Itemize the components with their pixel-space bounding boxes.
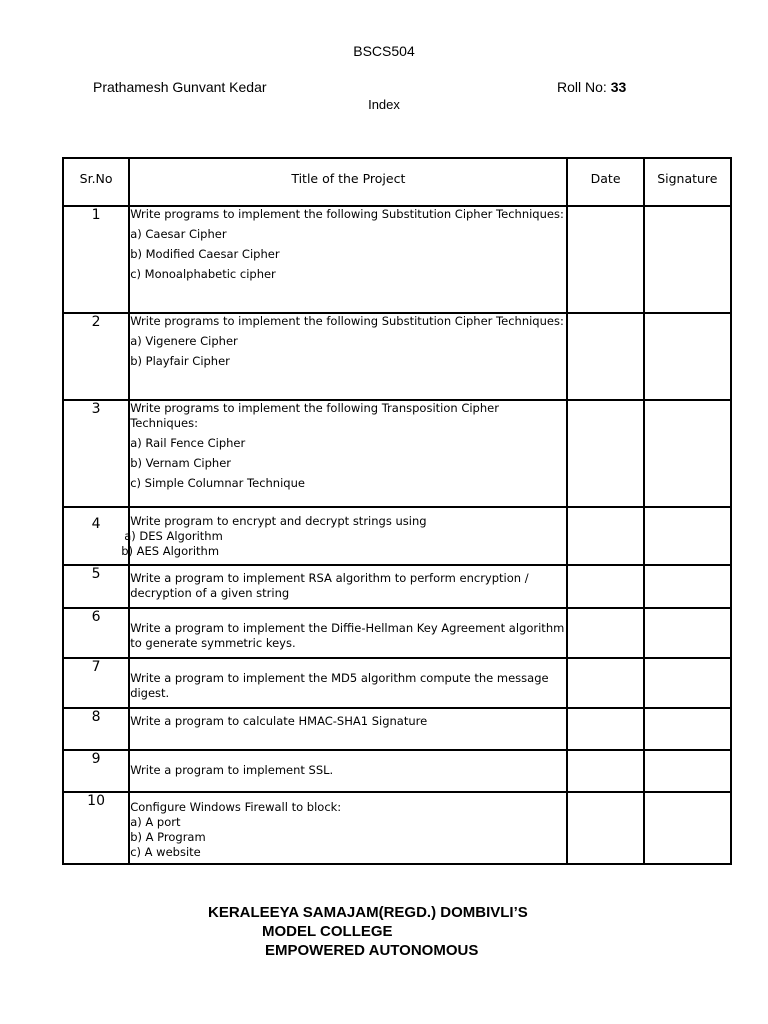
date-cell [567,658,643,708]
signature-cell [644,206,731,313]
project-item: a) Rail Fence Cipher [130,436,246,450]
project-item: b) Modified Caesar Cipher [130,247,280,261]
column-header-signature: Signature [644,158,731,206]
project-title-cell [129,792,567,864]
signature-cell [644,313,731,400]
date-cell [567,565,643,608]
project-item: a) DES Algorithm [124,529,223,543]
project-title-cell [129,608,567,658]
project-heading: Write a program to calculate HMAC-SHA1 Signature [130,714,428,728]
signature-cell [644,708,731,750]
table-row [63,608,731,658]
sr-no-cell: 9 [63,750,129,792]
index-heading: Index [368,97,400,112]
signature-cell [644,658,731,708]
college-line-2: MODEL COLLEGE [262,923,393,940]
project-title-cell [129,206,567,313]
signature-cell [644,565,731,608]
project-heading: Write a program to implement the Diffie-Hellman Key Agreement algorithm to generate symmetric keys. [130,621,565,650]
project-heading: Configure Windows Firewall to block: [130,800,342,814]
project-item: b) Playfair Cipher [130,354,230,368]
table-row [63,313,731,400]
student-name: Prathamesh Gunvant Kedar [93,79,267,95]
index-table [62,157,732,865]
table-row [63,708,731,750]
course-code: BSCS504 [353,43,415,59]
date-cell [567,313,643,400]
college-name-block [0,903,768,960]
project-heading: Write a program to implement SSL. [130,763,334,777]
project-item: a) Caesar Cipher [130,227,227,241]
project-title-cell [129,565,567,608]
sr-no-cell: 1 [63,206,129,313]
project-heading: Write programs to implement the following Substitution Cipher Techniques: [130,207,564,221]
table-row [63,507,731,565]
table-row [63,792,731,864]
project-item: b) A Program [130,830,206,844]
date-cell [567,792,643,864]
date-cell [567,400,643,507]
date-cell [567,750,643,792]
project-heading: Write program to encrypt and decrypt strings using [130,514,427,528]
project-item: a) A port [130,815,181,829]
roll-number: 33 [610,79,627,95]
sr-no-cell: 4 [63,507,129,565]
column-header-sr-no: Sr.No [63,158,129,206]
column-header-title: Title of the Project [129,158,567,206]
sr-no-cell: 8 [63,708,129,750]
date-cell [567,708,643,750]
signature-cell [644,608,731,658]
project-title-cell [121,507,567,565]
project-heading: Write programs to implement the following Transposition Cipher Techniques: [130,401,499,430]
college-line-3: EMPOWERED AUTONOMOUS [265,942,479,959]
project-item: b) AES Algorithm [121,544,220,558]
project-item: c) Monoalphabetic cipher [130,267,276,281]
table-row [63,206,731,313]
project-title-cell [129,313,567,400]
sr-no-cell: 7 [63,658,129,708]
table-row [63,658,731,708]
table-row [63,400,731,507]
college-line-1: KERALEEYA SAMAJAM(REGD.) DOMBIVLI’S [208,904,528,921]
project-heading: Write a program to implement RSA algorithm to perform encryption / decryption of a given string [130,571,529,600]
sr-no-cell: 2 [63,313,129,400]
project-item: c) A website [130,845,201,859]
roll-label: Roll No: [557,79,607,95]
project-title-cell [129,400,567,507]
roll-number-field [557,79,626,95]
signature-cell [644,792,731,864]
project-title-cell [129,708,567,750]
project-item: c) Simple Columnar Technique [130,476,305,490]
signature-cell [644,750,731,792]
sr-no-cell: 10 [63,792,129,864]
sr-no-cell: 5 [63,565,129,608]
project-heading: Write programs to implement the following Substitution Cipher Techniques: [130,314,564,328]
sr-no-cell: 6 [63,608,129,658]
project-heading: Write a program to implement the MD5 algorithm compute the message digest. [130,671,549,700]
project-item: a) Vigenere Cipher [130,334,238,348]
table-row [63,750,731,792]
date-cell [567,507,643,565]
date-cell [567,608,643,658]
table-header-row [63,158,731,206]
date-cell [567,206,643,313]
table-row [63,565,731,608]
project-title-cell [129,750,567,792]
project-title-cell [129,658,567,708]
column-header-date: Date [567,158,643,206]
sr-no-cell: 3 [63,400,129,507]
signature-cell [644,507,731,565]
signature-cell [644,400,731,507]
project-item: b) Vernam Cipher [130,456,232,470]
